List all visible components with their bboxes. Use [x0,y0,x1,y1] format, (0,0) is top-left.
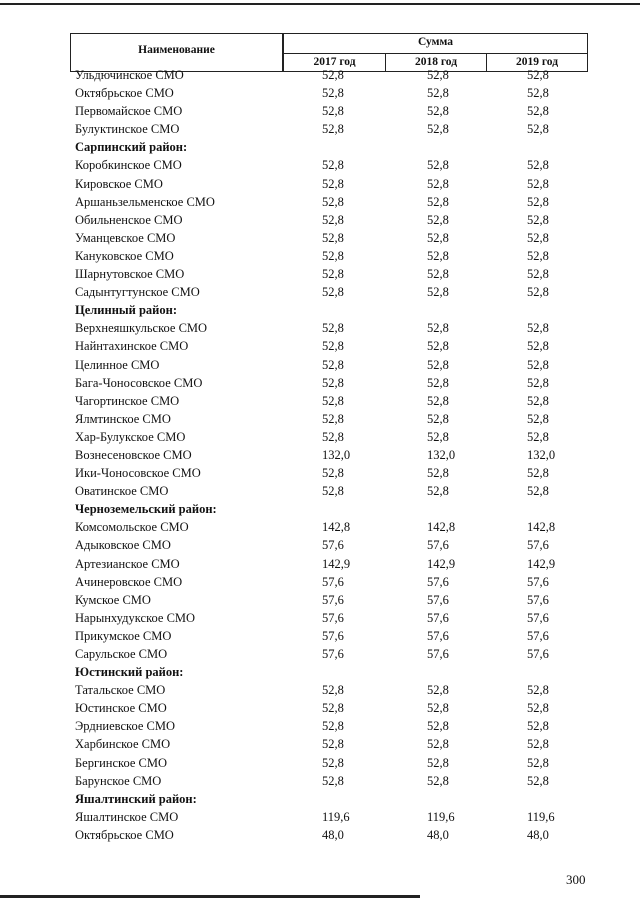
amount-2017: 52,8 [322,683,344,698]
municipality-name: Чагортинское СМО [75,393,180,408]
amount-2018: 52,8 [427,158,449,173]
table-row [0,610,640,628]
amount-2018: 52,8 [427,393,449,408]
amount-2019: 57,6 [527,538,549,553]
district-name: Целинный район: [75,303,177,318]
municipality-name: Кумское СМО [75,592,151,607]
amount-2018: 52,8 [427,176,449,191]
table-row [0,700,640,718]
amount-2017: 52,8 [322,176,344,191]
amount-2017: 52,8 [322,230,344,245]
municipality-name: Аршаньзельменское СМО [75,194,215,209]
table-row [0,411,640,429]
amount-2019: 52,8 [527,357,549,372]
amount-2019: 57,6 [527,574,549,589]
amount-2017: 57,6 [322,538,344,553]
municipality-name: Уманцевское СМО [75,230,176,245]
table-row [0,483,640,501]
table-row [0,393,640,411]
amount-2017: 52,8 [322,122,344,137]
municipality-name: Верхнеяшкульское СМО [75,321,208,336]
amount-2019: 57,6 [527,628,549,643]
amount-2017: 142,9 [322,556,351,571]
municipality-name: Сарульское СМО [75,647,168,661]
amount-2017: 52,8 [322,701,344,716]
amount-2017: 48,0 [322,827,344,842]
municipality-name: Садынтугтунское СМО [75,285,200,300]
amount-2018: 52,8 [427,466,449,481]
amount-2018: 52,8 [427,68,449,82]
page-number: 300 [566,872,586,887]
district-heading-row [0,139,640,157]
table-row [0,809,640,827]
amount-2018: 142,9 [427,556,456,571]
amount-2018: 52,8 [427,411,449,426]
municipality-name: Бага-Чоносовское СМО [75,375,203,390]
bottom-rule [0,895,420,898]
municipality-name: Шарнутовское СМО [75,267,185,282]
amount-2018: 52,8 [427,683,449,698]
municipality-name: Октябрьское СМО [75,86,174,101]
district-name: Черноземельский район: [75,502,217,517]
table-body [0,67,640,845]
amount-2018: 142,8 [427,520,456,535]
table-row [0,519,640,537]
amount-2017: 52,8 [322,68,344,82]
amount-2017: 52,8 [322,86,344,101]
municipality-name: Целинное СМО [75,357,160,372]
amount-2017: 52,8 [322,248,344,263]
municipality-name: Яшалтинское СМО [75,809,179,824]
amount-2019: 52,8 [527,122,549,137]
table-row [0,646,640,664]
amount-2017: 57,6 [322,610,344,625]
table-row [0,194,640,212]
amount-2018: 52,8 [427,248,449,263]
table-row [0,357,640,375]
municipality-name: Эрдниевское СМО [75,719,175,734]
amount-2018: 52,8 [427,375,449,390]
district-name: Юстинский район: [75,665,184,680]
amount-2019: 52,8 [527,230,549,245]
amount-2018: 52,8 [427,230,449,245]
amount-2019: 52,8 [527,701,549,716]
amount-2018: 52,8 [427,86,449,101]
amount-2017: 132,0 [322,447,351,462]
table-row [0,85,640,103]
table-row [0,682,640,700]
header-sum-label: Сумма [418,36,453,48]
amount-2018: 52,8 [427,321,449,336]
district-name: Яшалтинский район: [75,791,197,806]
amount-2019: 52,8 [527,429,549,444]
table-row [0,447,640,465]
amount-2017: 52,8 [322,104,344,119]
amount-2018: 52,8 [427,339,449,354]
amount-2019: 132,0 [527,447,556,462]
amount-2019: 142,8 [527,520,556,535]
amount-2019: 52,8 [527,194,549,209]
table-row [0,212,640,230]
header-sum-cell [283,33,588,54]
amount-2017: 52,8 [322,339,344,354]
amount-2019: 52,8 [527,375,549,390]
municipality-name: Прикумское СМО [75,628,172,643]
amount-2018: 52,8 [427,267,449,282]
amount-2017: 57,6 [322,574,344,589]
amount-2018: 119,6 [427,809,455,824]
table-row [0,773,640,791]
amount-2019: 142,9 [527,556,556,571]
municipality-name: Харбинское СМО [75,737,171,752]
amount-2018: 52,8 [427,122,449,137]
amount-2019: 52,8 [527,755,549,770]
table-row [0,592,640,610]
amount-2019: 52,8 [527,393,549,408]
amount-2017: 52,8 [322,737,344,752]
amount-2019: 52,8 [527,339,549,354]
amount-2017: 52,8 [322,267,344,282]
table-row [0,121,640,139]
amount-2019: 52,8 [527,267,549,282]
table-row [0,628,640,646]
municipality-name: Бергинское СМО [75,755,168,770]
amount-2019: 52,8 [527,86,549,101]
amount-2017: 142,8 [322,520,351,535]
district-heading-row [0,664,640,682]
amount-2019: 119,6 [527,809,555,824]
amount-2018: 52,8 [427,737,449,752]
amount-2019: 52,8 [527,248,549,263]
amount-2019: 52,8 [527,158,549,173]
amount-2017: 52,8 [322,285,344,300]
header-year-label: 2017 год [313,56,356,68]
table-row [0,284,640,302]
amount-2017: 52,8 [322,194,344,209]
municipality-name: Булуктинское СМО [75,122,180,137]
municipality-name: Найнтахинское СМО [75,339,189,354]
municipality-name: Артезианское СМО [75,556,180,571]
header-year-label: 2018 год [414,56,458,68]
amount-2017: 52,8 [322,393,344,408]
municipality-name: Адыковское СМО [75,538,171,553]
table-row [0,556,640,574]
amount-2018: 52,8 [427,212,449,227]
amount-2017: 52,8 [322,411,344,426]
table-row [0,176,640,194]
municipality-name: Первомайское СМО [75,104,183,119]
table-row [0,375,640,393]
header-year-label: 2019 год [515,56,559,68]
municipality-name: Татальское СМО [75,683,166,698]
amount-2019: 52,8 [527,68,549,82]
amount-2017: 52,8 [322,429,344,444]
amount-2017: 57,6 [322,592,344,607]
municipality-name: Обильненское СМО [75,212,183,227]
amount-2018: 52,8 [427,194,449,209]
header-name-label: Наименование [138,44,215,56]
amount-2019: 52,8 [527,212,549,227]
district-heading-row [0,302,640,320]
top-rule [0,3,640,5]
amount-2017: 52,8 [322,375,344,390]
municipality-name: Кировское СМО [75,176,163,191]
amount-2019: 52,8 [527,773,549,788]
amount-2019: 48,0 [527,827,549,842]
amount-2018: 57,6 [427,538,449,553]
amount-2018: 52,8 [427,285,449,300]
amount-2019: 52,8 [527,104,549,119]
amount-2017: 57,6 [322,647,344,661]
table-row [0,465,640,483]
amount-2019: 52,8 [527,411,549,426]
amount-2017: 52,8 [322,357,344,372]
amount-2018: 52,8 [427,773,449,788]
amount-2018: 57,6 [427,610,449,625]
amount-2017: 52,8 [322,484,344,499]
table-row [0,574,640,592]
amount-2019: 52,8 [527,484,549,499]
amount-2019: 52,8 [527,719,549,734]
amount-2018: 57,6 [427,628,449,643]
municipality-name: Вознесеновское СМО [75,447,192,462]
amount-2018: 57,6 [427,574,449,589]
table-row [0,736,640,754]
table-row [0,755,640,773]
table-row [0,827,640,845]
municipality-name: Ялмтинское СМО [75,411,171,426]
table-row [0,338,640,356]
table-row [0,537,640,555]
municipality-name: Октябрьское СМО [75,827,174,842]
amount-2018: 48,0 [427,827,449,842]
amount-2018: 52,8 [427,104,449,119]
municipality-name: Ачинеровское СМО [75,574,183,589]
amount-2017: 119,6 [322,809,350,824]
municipality-name: Кануковское СМО [75,248,174,263]
amount-2019: 52,8 [527,176,549,191]
table-row [0,157,640,175]
municipality-name: Коробкинское СМО [75,158,182,173]
amount-2017: 52,8 [322,158,344,173]
amount-2018: 52,8 [427,701,449,716]
table-row [0,429,640,447]
amount-2018: 52,8 [427,755,449,770]
municipality-name: Ики-Чоносовское СМО [75,466,201,481]
amount-2017: 52,8 [322,212,344,227]
table-row [0,103,640,121]
amount-2018: 52,8 [427,484,449,499]
amount-2018: 52,8 [427,357,449,372]
amount-2017: 52,8 [322,466,344,481]
municipality-name: Нарынхудукское СМО [75,610,196,625]
amount-2018: 57,6 [427,592,449,607]
amount-2017: 52,8 [322,755,344,770]
table-row [0,67,640,85]
municipality-name: Юстинское СМО [75,701,167,716]
table-row [0,320,640,338]
amount-2017: 52,8 [322,773,344,788]
amount-2019: 52,8 [527,683,549,698]
municipality-name: Хар-Булукское СМО [75,429,186,444]
amount-2019: 57,6 [527,610,549,625]
table-row [0,248,640,266]
amount-2019: 57,6 [527,647,549,661]
amount-2018: 132,0 [427,447,456,462]
municipality-name: Оватинское СМО [75,484,169,499]
municipality-name: Комсомольское СМО [75,520,189,535]
table-row [0,266,640,284]
amount-2017: 57,6 [322,628,344,643]
amount-2018: 57,6 [427,647,449,661]
amount-2019: 52,8 [527,321,549,336]
table-row [0,230,640,248]
district-heading-row [0,791,640,809]
amount-2018: 52,8 [427,719,449,734]
municipality-name: Барунское СМО [75,773,162,788]
table-row [0,718,640,736]
amount-2019: 52,8 [527,737,549,752]
district-name: Сарпинский район: [75,140,188,155]
amount-2018: 52,8 [427,429,449,444]
amount-2017: 52,8 [322,719,344,734]
amount-2019: 52,8 [527,285,549,300]
municipality-name: Ульдючинское СМО [75,68,184,82]
amount-2017: 52,8 [322,321,344,336]
district-heading-row [0,501,640,519]
amount-2019: 57,6 [527,592,549,607]
amount-2019: 52,8 [527,466,549,481]
